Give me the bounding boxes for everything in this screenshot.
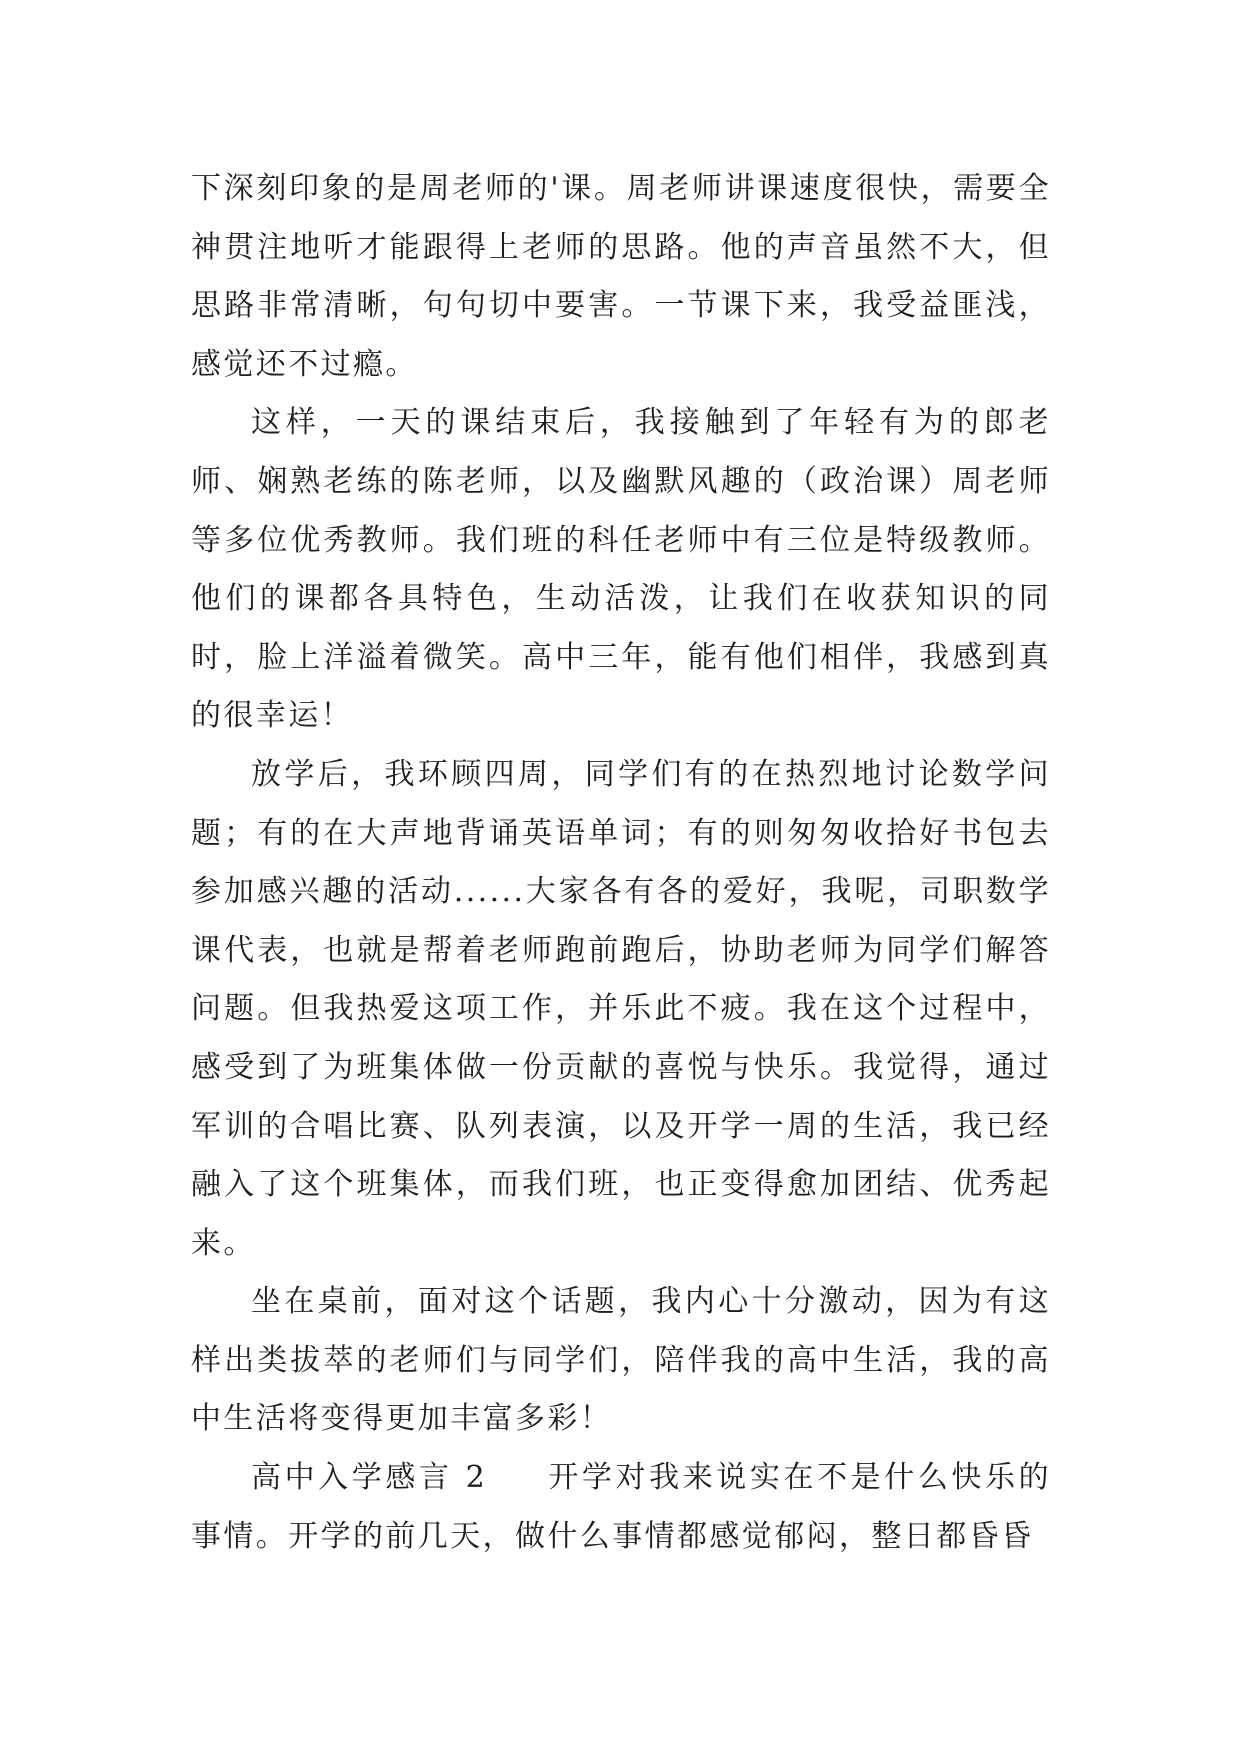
section-heading: 高中入学感言 2 xyxy=(251,1460,488,1496)
paragraph-with-heading xyxy=(191,1449,1051,1566)
paragraph: 坐在桌前，面对这个话题，我内心十分激动，因为有这样出类拔萃的老师们与同学们，陪伴我的高中生活，我的高中生活将变得更加丰富多彩！ xyxy=(191,1284,1051,1437)
paragraph: 放学后，我环顾四周，同学们有的在热烈地讨论数学问题；有的在大声地背诵英语单词；有的则匆匆收拾好书包去参加感兴趣的活动......大家各有各的爱好，我呢，司职数学课代表，也就是帮着老师跑前跑后，协助老师为同学们解答问题。但我热爱这项工作，并乐此不疲。我在这个过程中，感受到了为班集体做一份贡献的喜悦与快乐。我觉得，通过军训的合唱比赛、队列表演，以及开学一周的生活，我已经融入了这个班集体，而我们班，也正变得愈加团结、优秀起来。 xyxy=(191,756,1051,1261)
document-body xyxy=(191,160,1051,1566)
paragraph: 这样，一天的课结束后，我接触到了年轻有为的郎老师、娴熟老练的陈老师，以及幽默风趣的（政治课）周老师等多位优秀教师。我们班的科任老师中有三位是特级教师。他们的课都各具特色，生动活泼，让我们在收获知识的同时，脸上洋溢着微笑。高中三年，能有他们相伴，我感到真的很幸运！ xyxy=(191,405,1051,734)
paragraph-text: 开学对我来说实在不是什么快乐的事情。开学的前几天，做什么事情都感觉郁闷，整日都昏昏 xyxy=(191,1460,1052,1554)
paragraph: 下深刻印象的是周老师的'课。周老师讲课速度很快，需要全神贯注地听才能跟得上老师的思路。他的声音虽然不大，但思路非常清晰，句句切中要害。一节课下来，我受益匪浅，感觉还不过瘾。 xyxy=(191,171,1051,382)
